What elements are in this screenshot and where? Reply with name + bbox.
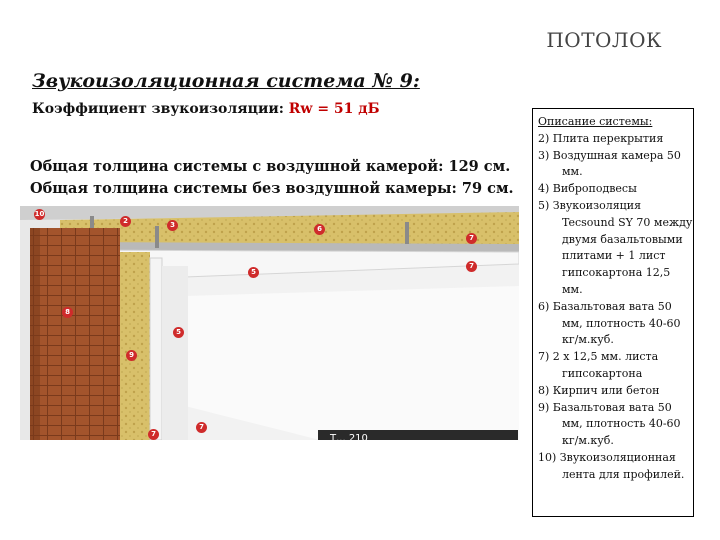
- description-item: 2) Плита перекрытия: [538, 131, 664, 145]
- description-item: 6) Базальтовая вата 50 мм, плотность 40-60 кг/м.куб.: [538, 299, 681, 347]
- sound-insulation-coefficient: [32, 101, 380, 117]
- marker-8: 8: [62, 307, 73, 318]
- thickness-with-air: Общая толщина системы с воздушной камерой: 129 см.: [30, 158, 511, 175]
- description-item: 8) Кирпич или бетон: [538, 383, 660, 397]
- section-label: ПОТОЛОК: [546, 28, 662, 52]
- marker-5b: 5: [173, 327, 184, 338]
- description-item: 3) Воздушная камера 50 мм.: [538, 148, 681, 179]
- marker-3: 3: [167, 220, 178, 231]
- ceiling-system-illustration: [20, 206, 519, 440]
- marker-9: 9: [126, 350, 137, 361]
- marker-7b: 7: [466, 261, 477, 272]
- cross-section-drawing: [20, 206, 519, 440]
- description-title: Описание системы:: [538, 115, 653, 128]
- description-item: 9) Базальтовая вата 50 мм, плотность 40-60 кг/м.куб.: [538, 400, 681, 448]
- thickness-block: [30, 156, 514, 200]
- thickness-without-air: Общая толщина системы без воздушной камеры: 79 см.: [30, 180, 514, 197]
- description-item: 10) Звукоизоляционная лента для профилей.: [538, 450, 685, 481]
- illustration-caption: Т... 210: [318, 430, 518, 440]
- marker-6: 6: [314, 224, 325, 235]
- coefficient-label: Коэффициент звукоизоляции:: [32, 101, 289, 117]
- marker-7a: 7: [466, 233, 477, 244]
- system-description-box: [532, 108, 694, 517]
- description-item: 5) Звукоизоляция Tecsound SY 70 между двумя базальтовыми плитами + 1 лист гипсокартона 12,5 мм.: [538, 198, 693, 296]
- marker-7c: 7: [196, 422, 207, 433]
- description-item: 4) Виброподвесы: [538, 182, 637, 196]
- system-title: Звукоизоляционная система № 9:: [32, 70, 420, 92]
- description-item: 7) 2 х 12,5 мм. листа гипсокартона: [538, 350, 659, 380]
- marker-2: 2: [120, 216, 131, 227]
- marker-7d: 7: [148, 429, 159, 440]
- marker-5a: 5: [248, 267, 259, 278]
- coefficient-value: Rw = 51 дБ: [288, 101, 380, 117]
- marker-10: 10: [34, 210, 45, 218]
